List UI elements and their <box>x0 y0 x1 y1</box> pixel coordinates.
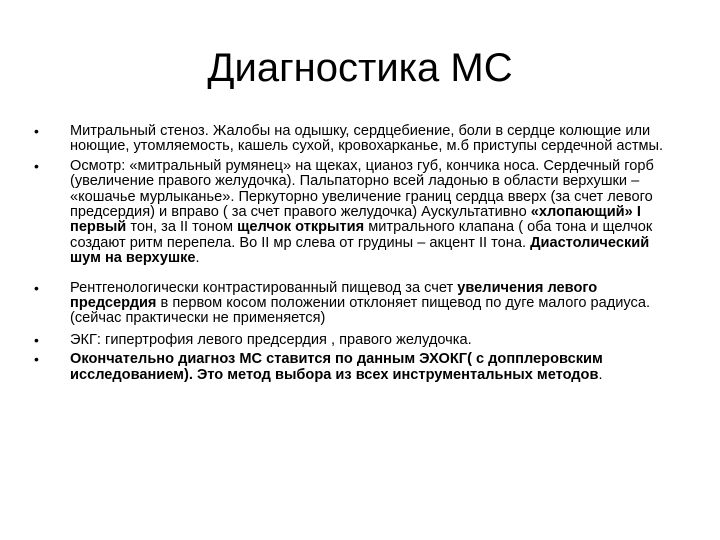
text-segment: митрального клапана ( оба тона и щелчок создают ритм перепела. Во II мр слева от грудины – акцент II тона. <box>70 219 653 251</box>
bullet-item <box>34 281 684 327</box>
bullet-dot-icon: • <box>34 157 39 174</box>
text-segment: ЭКГ: гипертрофия левого предсердия , правого желудочка. <box>70 331 472 348</box>
bold-text-segment: Диастолический шум на верхушке <box>70 234 650 267</box>
text-segment: Рентгенологически контрастированный пищевод за счет <box>70 279 458 296</box>
bullet-dot-icon: • <box>34 351 39 368</box>
bullet-item <box>34 352 684 383</box>
text-segment: Митральный стеноз. Жалобы на одышку, сердцебиение, боли в сердце колющие или ноющие, утомляемость, кашель сухой, кровохарканье, м.б приступы сердечной астмы. <box>70 123 664 155</box>
bullet-item <box>34 159 684 267</box>
text-segment: в первом косом положении отклоняет пищевод по дуге малого радиуса.(сейчас практически не применяется) <box>70 295 651 327</box>
text-segment: Осмотр: «митральный румянец» на щеках, цианоз губ, кончика носа. Сердечный горб (увеличение правого желудочка). Пальпаторно всей ладонью в области верхушки – «кошачье мурлыканье». Перкуторно увеличение границ сердца вверх (за счет левого предсердия) и вправо ( за счет правого желудочка) Аускультативно <box>70 157 654 221</box>
bullet-text <box>70 124 684 155</box>
bullet-item <box>34 124 684 155</box>
text-segment: . <box>195 250 200 267</box>
bullet-item <box>34 333 684 348</box>
bold-text-segment: увеличения левого предсердия <box>70 279 598 312</box>
bullet-dot-icon: • <box>34 123 39 139</box>
bullet-text <box>70 333 684 348</box>
slide-title: Диагностика МС <box>207 46 513 90</box>
bullet-text <box>70 159 684 267</box>
bullet-dot-icon: • <box>34 279 39 296</box>
bullet-text <box>70 281 684 327</box>
bold-text-segment: «хлопающий» I первый <box>70 204 641 236</box>
bullet-list <box>34 124 684 387</box>
text-segment: . <box>598 366 603 383</box>
bold-text-segment: Окончательно диагноз МС ставится по данным ЭХОКГ( с допплеровским исследованием). Это метод выбора из всех инструментальных методов <box>70 351 603 383</box>
bold-text-segment: щелчок открытия <box>237 219 365 236</box>
bullet-dot-icon: • <box>34 331 39 348</box>
bullet-text <box>70 352 684 383</box>
text-segment: тон, за II тоном <box>126 219 238 236</box>
